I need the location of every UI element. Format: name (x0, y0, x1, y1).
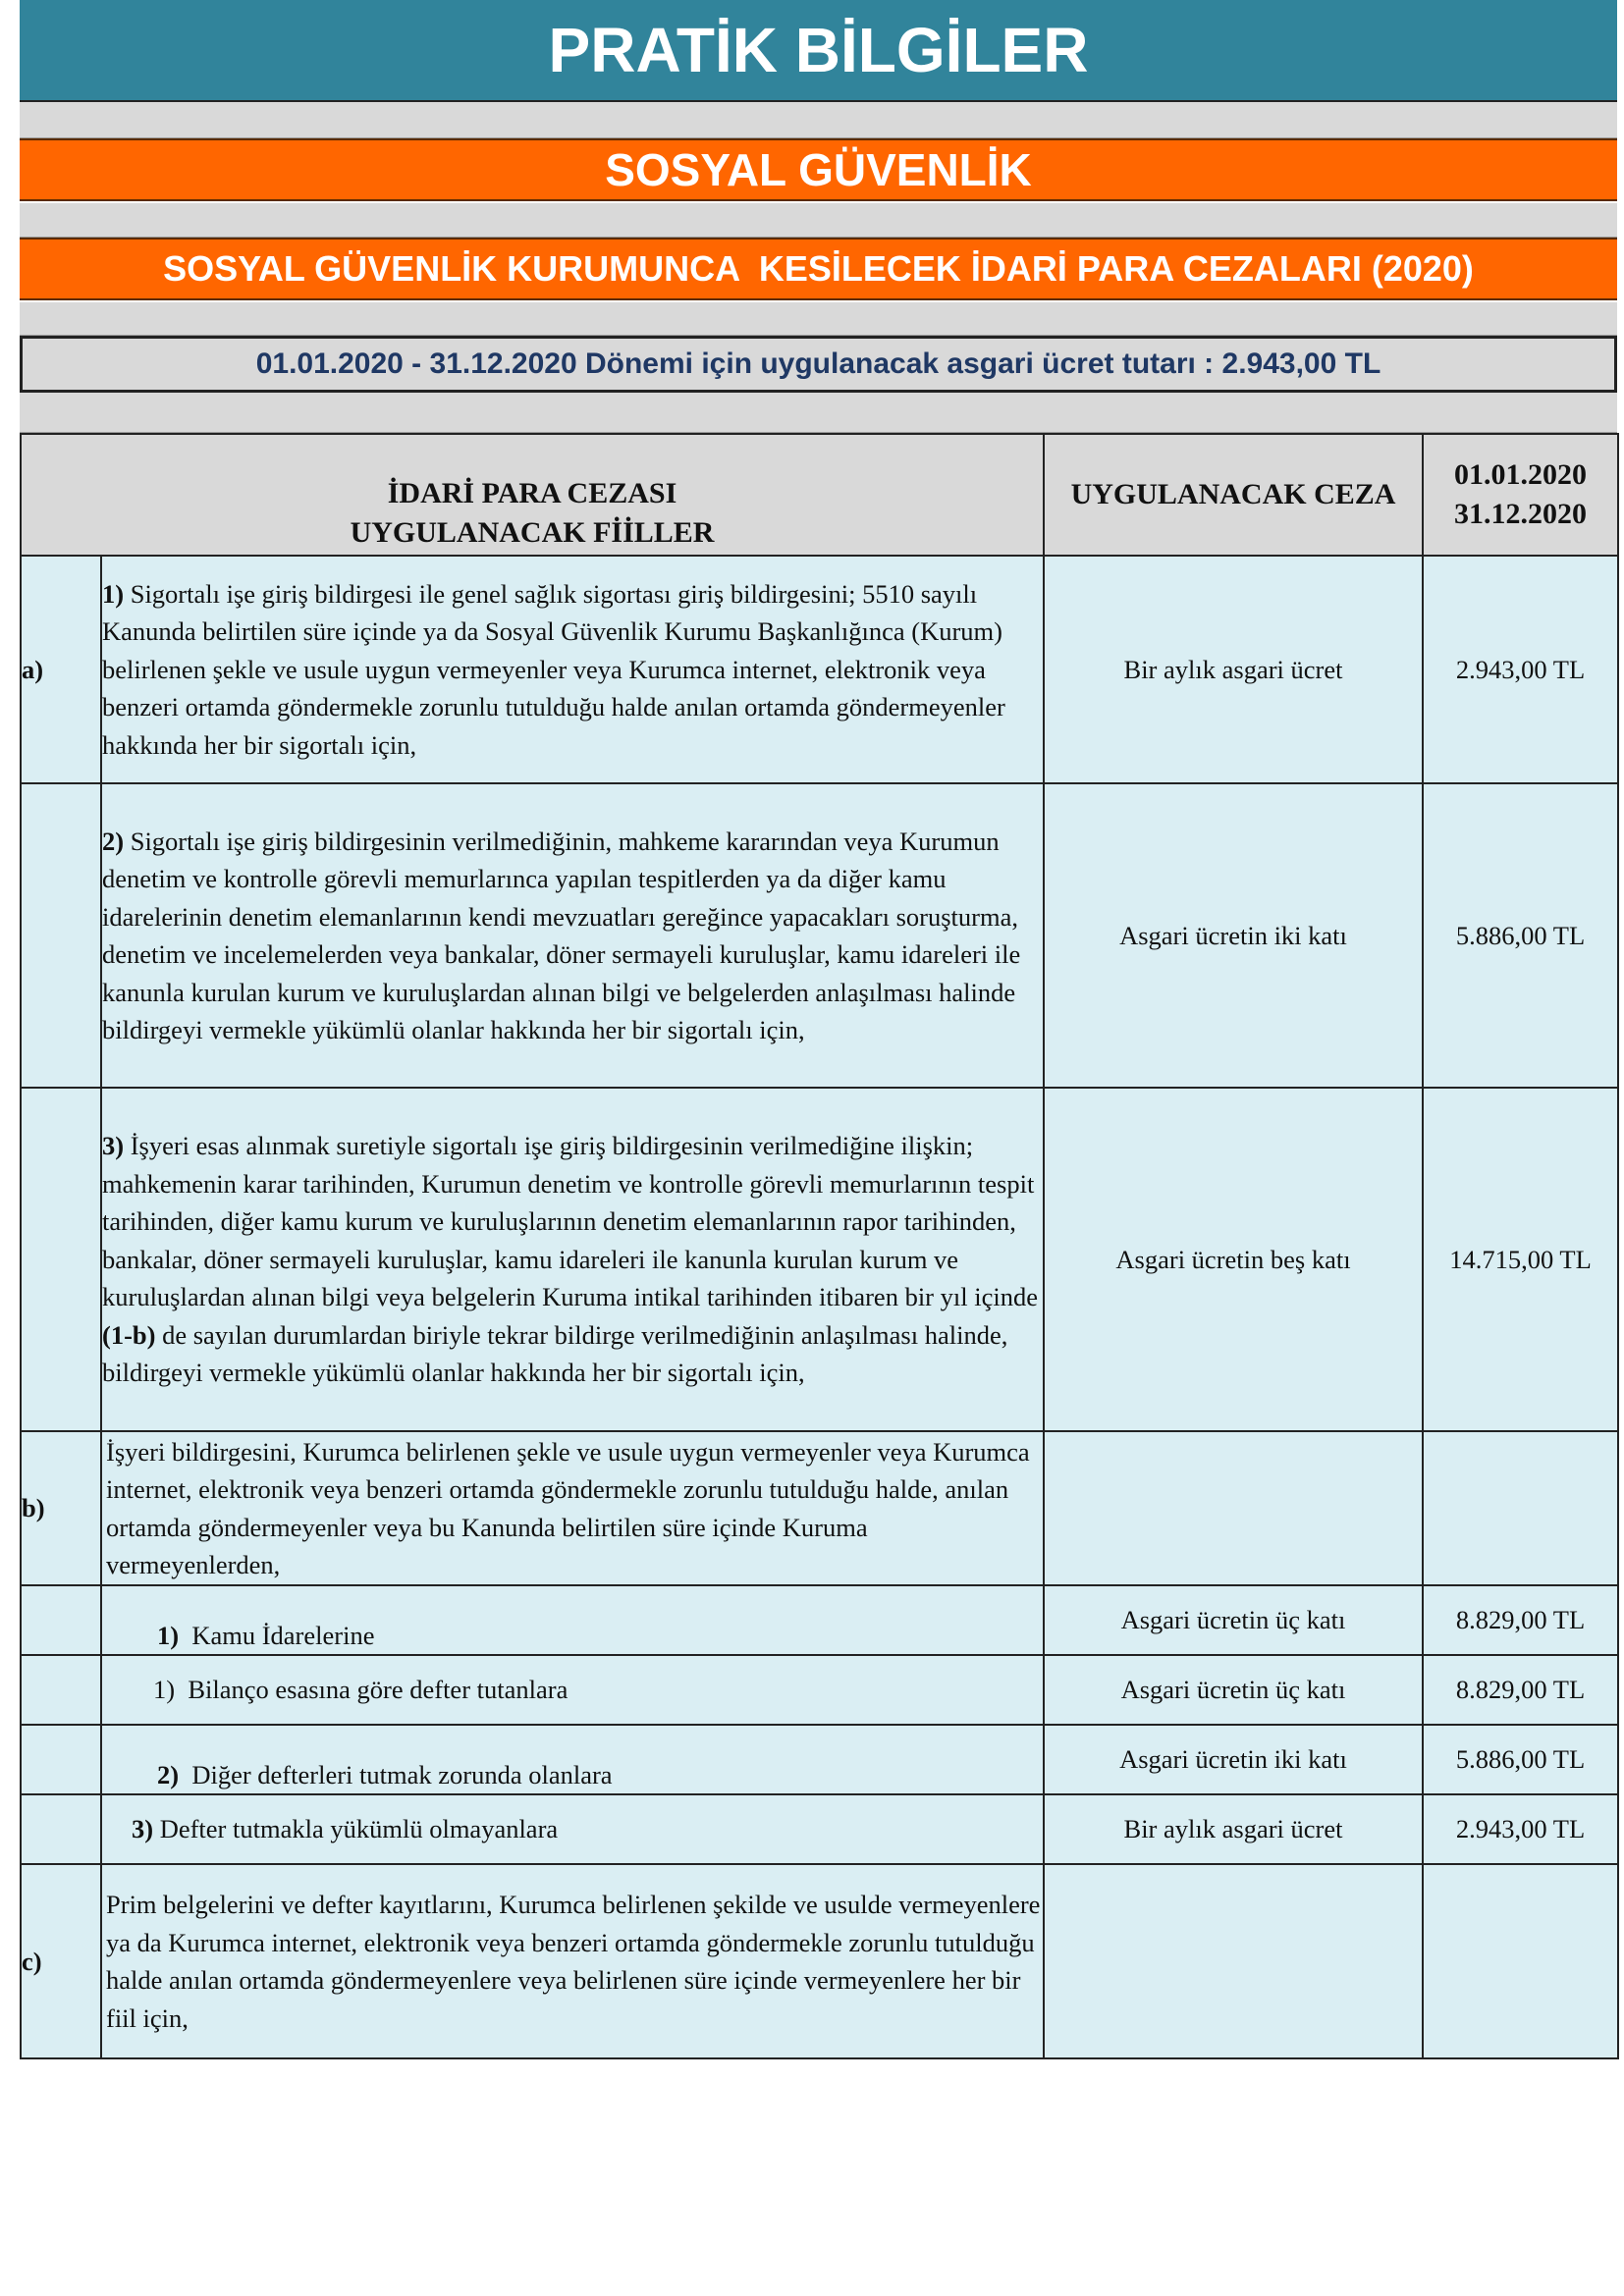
item-reference: (1-b) (102, 1319, 156, 1350)
amount-cell: 5.886,00 TL (1423, 783, 1618, 1088)
separator-band (20, 203, 1617, 238)
item-text-continued: de sayılan durumlardan biriyle tekrar bildirge verilmediğinin anlaşılması halinde, bildirgeyi vermekle yükümlü olanlar hakkında her bir sigortalı için, (102, 1319, 1008, 1388)
amount-cell: 5.886,00 TL (1423, 1725, 1618, 1794)
row-letter (21, 1725, 101, 1794)
subtitle-banner (20, 238, 1617, 300)
penalty-cell: Asgari ücretin üç katı (1044, 1585, 1423, 1655)
page-title-text: PRATİK BİLGİLER (548, 15, 1089, 85)
minimum-wage-text: 01.01.2020 - 31.12.2020 Dönemi için uygulanacak asgari ücret tutarı : 2.943,00 TL (255, 347, 1381, 380)
amount-cell: 14.715,00 TL (1423, 1088, 1618, 1431)
table-row (21, 1431, 1618, 1585)
header-acts-line1: İDARİ PARA CEZASI (387, 477, 677, 509)
item-text: Kamu İdarelerine (191, 1620, 375, 1650)
row-letter (21, 1088, 101, 1431)
section-title: SOSYAL GÜVENLİK (605, 144, 1032, 195)
row-letter (21, 1655, 101, 1725)
row-text (101, 1585, 1044, 1655)
penalty-cell (1044, 1864, 1423, 2058)
table-row (21, 1725, 1618, 1794)
item-text: Sigortalı işe giriş bildirgesi ile genel sağlık sigortası giriş bildirgesini; 5510 sayılı Kanunda belirtilen süre içinde ya da Sosyal Güvenlik Kurumu Başkanlığınca (Kurum) belirlenen şekle ve usule uygun vermeyenler veya Kurumca internet, elektronik veya benzeri ortamda göndermekle zorunlu tutulduğu halde anılan ortamda göndermeyenler hakkında her bir sigortalı için, (102, 578, 1005, 760)
item-text: Defter tutmakla yükümlü olmayanlara (159, 1814, 559, 1844)
amount-cell (1423, 1864, 1618, 2058)
item-number: 2) (157, 1759, 180, 1789)
row-letter: b) (21, 1431, 101, 1585)
amount-cell: 8.829,00 TL (1423, 1585, 1618, 1655)
item-number: 1) (102, 578, 125, 609)
table-row (21, 556, 1618, 783)
row-text: İşyeri bildirgesini, Kurumca belirlenen şekle ve usule uygun vermeyenler veya Kurumca internet, elektronik veya benzeri ortamda göndermekle zorunlu tutulduğu halde, anılan ortamda göndermeyenler veya bu Kanunda belirtilen süre içinde Kuruma vermeyenlerden, (101, 1431, 1044, 1585)
header-penalty-text: UYGULANACAK CEZA (1070, 478, 1396, 510)
row-letter: a) (21, 556, 101, 783)
minimum-wage-note (20, 336, 1617, 393)
item-number: 1) (153, 1675, 176, 1705)
item-text: Bilanço esasına göre defter tutanlara (188, 1675, 568, 1705)
row-letter (21, 1585, 101, 1655)
separator-band (20, 302, 1617, 336)
penalty-cell: Asgari ücretin iki katı (1044, 1725, 1423, 1794)
penalty-table (20, 433, 1619, 2059)
row-letter: c) (21, 1864, 101, 2058)
table-row (21, 1088, 1618, 1431)
table-row (21, 1794, 1618, 1864)
row-text (101, 556, 1044, 783)
table-row (21, 1655, 1618, 1725)
amount-cell (1423, 1431, 1618, 1585)
penalty-cell: Bir aylık asgari ücret (1044, 556, 1423, 783)
penalty-cell: Asgari ücretin üç katı (1044, 1655, 1423, 1725)
table-row (21, 1864, 1618, 2058)
subtitle-text: SOSYAL GÜVENLİK KURUMUNCA KESİLECEK İDARİ PARA CEZALARI (2020) (163, 248, 1474, 289)
separator-band (20, 102, 1617, 138)
item-number: 3) (132, 1814, 154, 1844)
row-letter (21, 783, 101, 1088)
row-text (101, 1655, 1044, 1725)
header-period-start: 01.01.2020 (1454, 458, 1587, 491)
row-text (101, 1088, 1044, 1431)
item-text: Diğer defterleri tutmak zorunda olanlara (191, 1759, 613, 1789)
row-text (101, 783, 1044, 1088)
row-text (101, 1794, 1044, 1864)
header-acts (21, 434, 1044, 556)
separator-band (20, 393, 1617, 433)
header-period (1423, 434, 1618, 556)
header-penalty (1044, 434, 1423, 556)
header-period-end: 31.12.2020 (1454, 498, 1587, 530)
row-text: Prim belgelerini ve defter kayıtlarını, Kurumca belirlenen şekilde ve usulde vermeyenlere ya da Kurumca internet, elektronik veya benzeri ortamda göndermekle zorunlu tutulduğu halde anılan ortamda göndermeyenlere veya belirlenen süre içinde vermeyenlere her bir fiil için, (101, 1864, 1044, 2058)
row-letter (21, 1794, 101, 1864)
table-row (21, 1585, 1618, 1655)
penalty-cell: Asgari ücretin iki katı (1044, 783, 1423, 1088)
item-number: 1) (157, 1620, 180, 1650)
amount-cell: 2.943,00 TL (1423, 1794, 1618, 1864)
penalty-cell: Bir aylık asgari ücret (1044, 1794, 1423, 1864)
header-acts-line2: UYGULANACAK FİİLLER (350, 516, 715, 549)
item-text: Sigortalı işe giriş bildirgesinin verilmediğinin, mahkeme kararından veya Kurumun denetim ve kontrolle görevli memurlarınca yapılan tespitlerden ya da diğer kamu idarelerinin denetim elemanlarının kendi mevzuatları gereğince yapacakları soruşturma, denetim ve incelemelerden veya bankalar, döner sermayeli kuruluşlar, kamu idareleri ile kanunla kurulan kurum ve kuruluşlardan alınan bilgi ve belgelerden anlaşılması halinde bildirgeyi vermekle yükümlü olanlar hakkında her bir sigortalı için, (102, 826, 1021, 1044)
section-banner (20, 138, 1617, 201)
table-header-row (21, 434, 1618, 556)
table-row (21, 783, 1618, 1088)
item-text: İşyeri esas alınmak suretiyle sigortalı işe giriş bildirgesinin verilmediğine ilişkin; mahkemenin karar tarihinden, Kurumun denetim ve kontrolle görevli memurlarının tespit tarihinden, diğer kamu kurum ve kuruluşlarının denetim elemanlarının rapor tarihinden, bankalar, döner sermayeli kuruluşlar, kamu idareleri ile kanunla kurulan kurum ve kuruluşlardan alınan bilgi veya belgelerin Kuruma intikal tarihinden itibaren bir yıl içinde (102, 1131, 1038, 1312)
amount-cell: 2.943,00 TL (1423, 556, 1618, 783)
penalty-cell (1044, 1431, 1423, 1585)
item-number: 2) (102, 826, 125, 856)
row-text (101, 1725, 1044, 1794)
page-title (20, 0, 1617, 102)
item-number: 3) (102, 1131, 125, 1161)
amount-cell: 8.829,00 TL (1423, 1655, 1618, 1725)
penalty-cell: Asgari ücretin beş katı (1044, 1088, 1423, 1431)
